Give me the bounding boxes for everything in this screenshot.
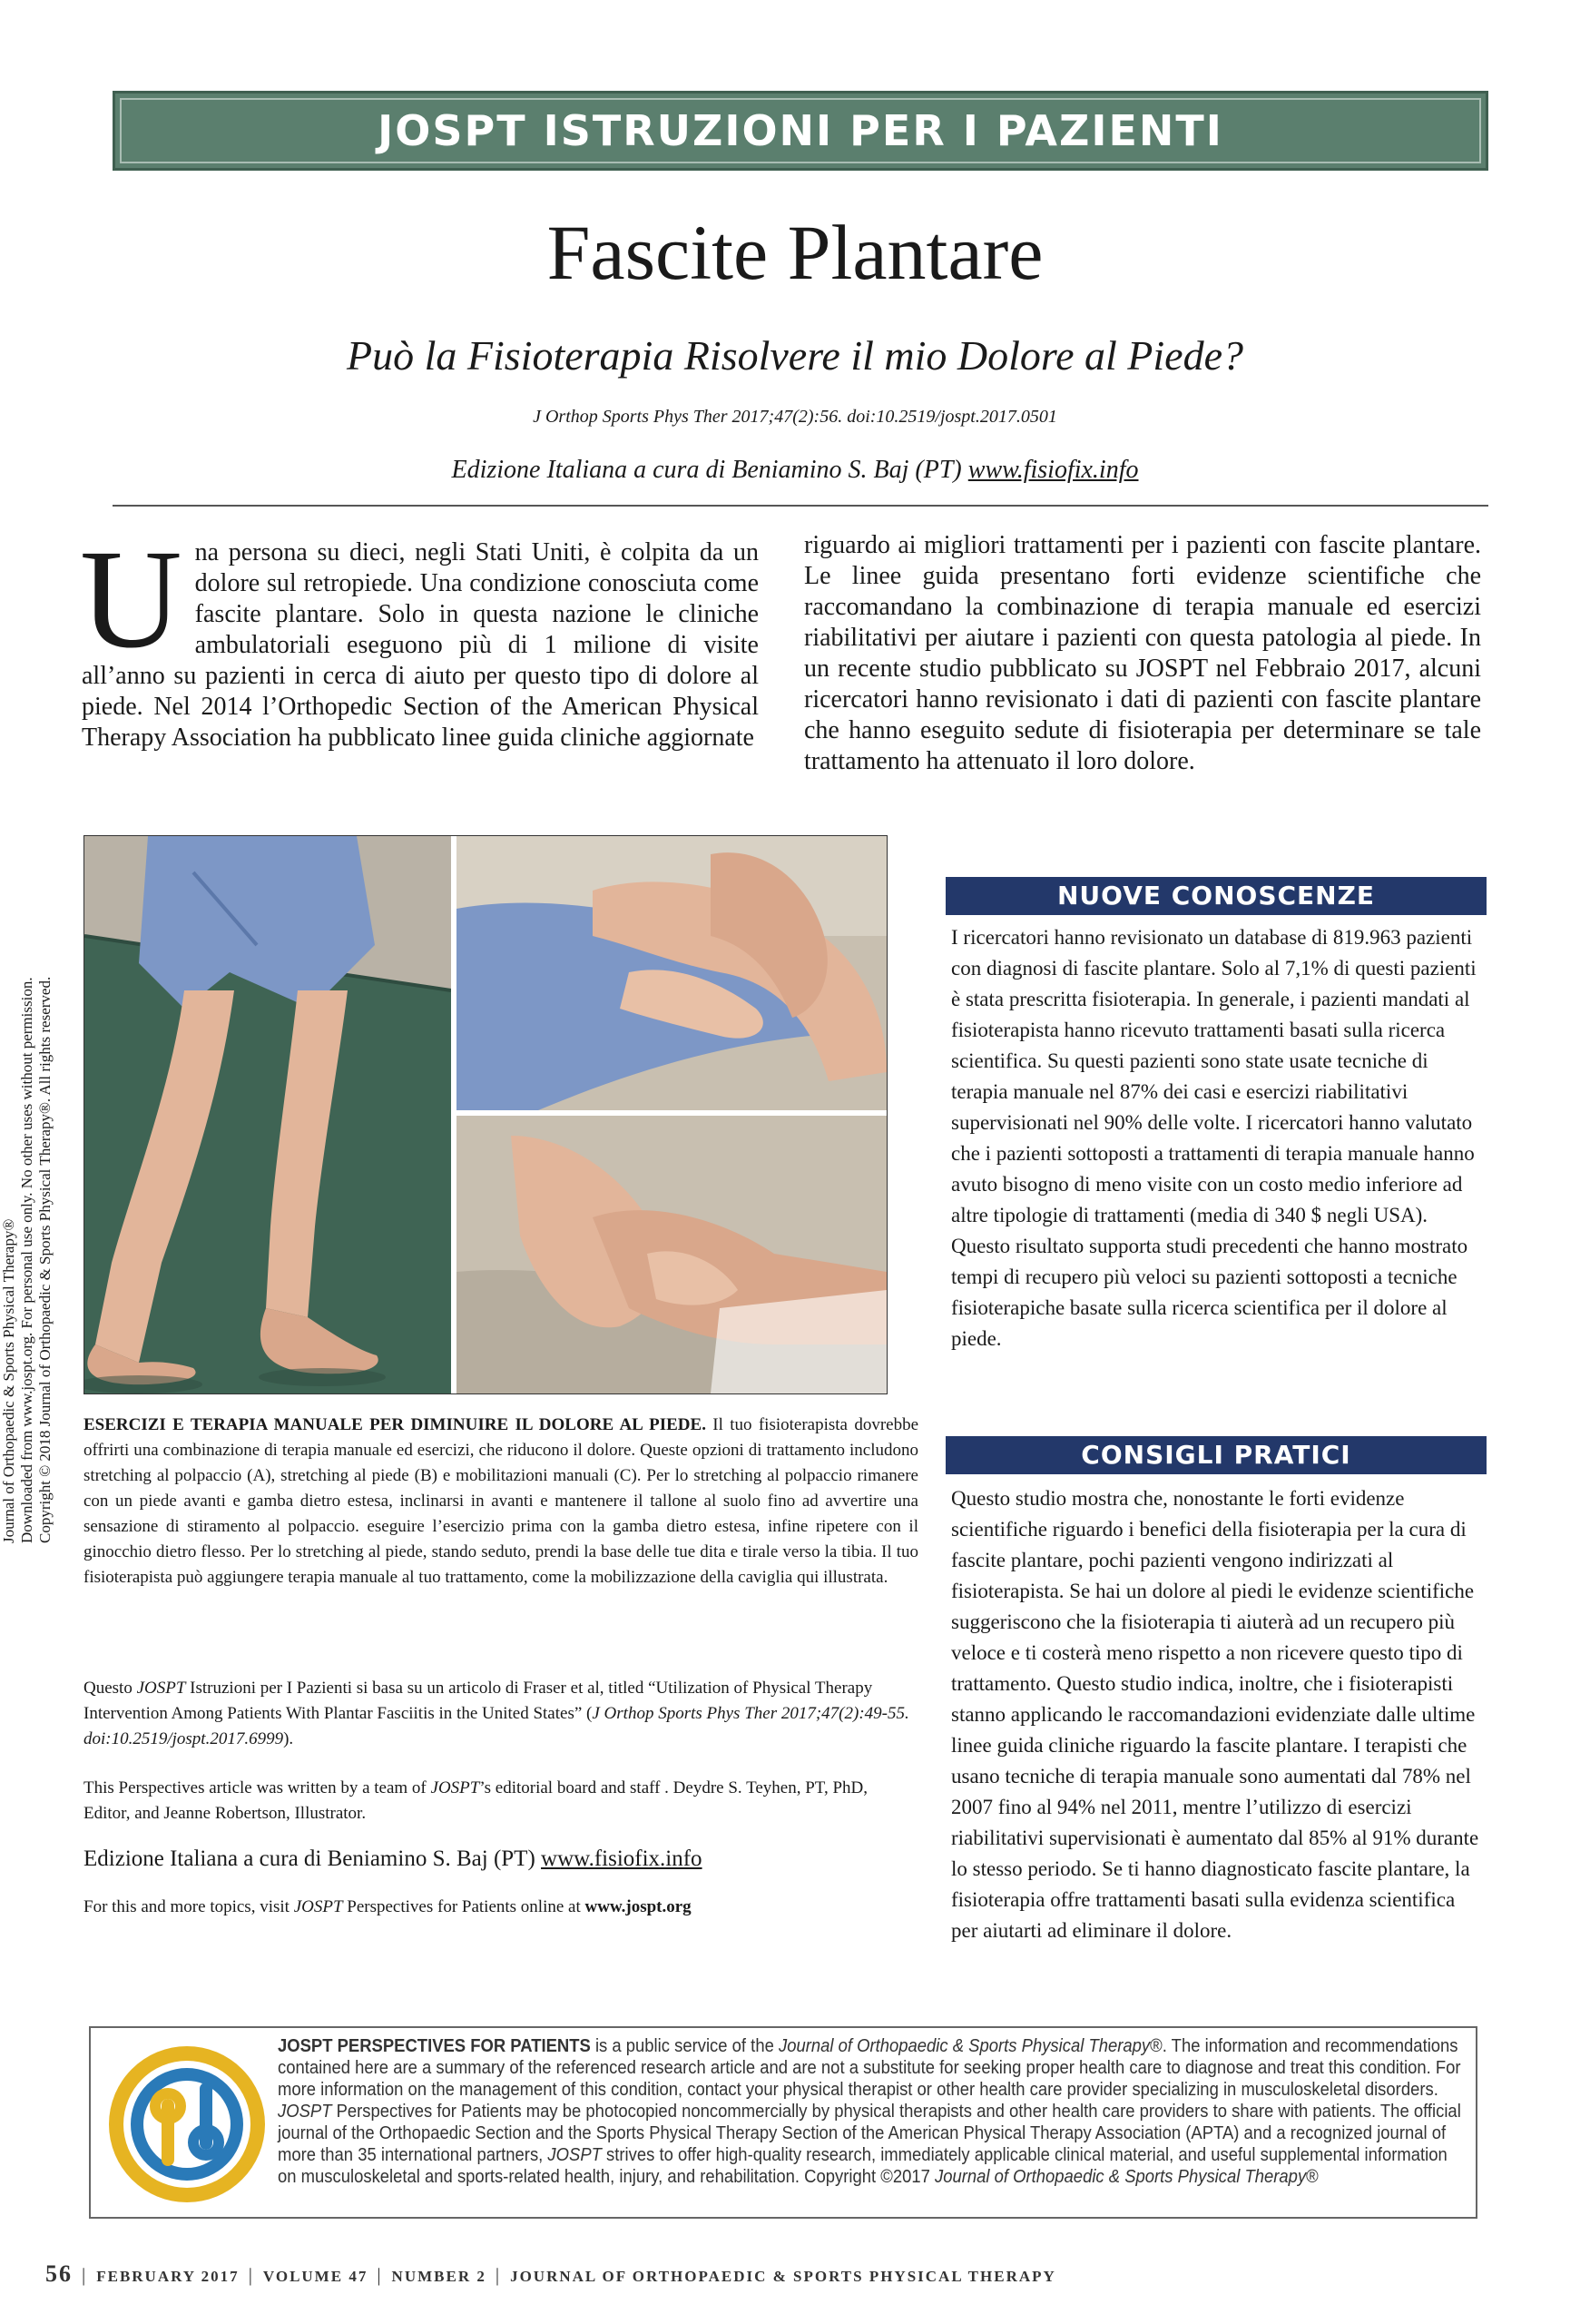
new-knowledge-body: I ricercatori hanno revisionato un database di 819.963 pazienti con diagnosi di fascite plantare. Solo al 7,1% di questi pazienti è stata prescritta fisioterapia. In generale, i pazienti mandati al fisioterapista hanno ricevuto trattamenti basati sulla ricerca scientifica. Su questi pazienti sono state usate tecniche di terapia manuale nel 87% dei casi e esercizi riabilitativi supervisionati nel 90% delle volte. I ricercatori hanno valutato che i pazienti sottoposti a trattamenti di terapia manuale hanno avuto bisogno di meno visite con un costo medio inferiore ad altre tipologie di trattamenti (media di 340 $ negli USA). Questo risultato supporta studi precedenti che hanno mostrato tempi di recupero più veloci su pazienti sottoposti a tecniche fisioterapiche basate sulla ricerca scientifica per il dolore al piede. xyxy=(951,926,1477,1350)
issue-number: NUMBER 2 xyxy=(391,2268,486,2285)
more-topics-note xyxy=(83,1897,918,1917)
jospt-website-link[interactable]: www.jospt.org xyxy=(584,1897,692,1916)
source-note-jospt: JOSPT xyxy=(136,1679,186,1698)
practical-advice-heading: CONSIGLI PRATICI xyxy=(946,1436,1487,1474)
edition-credit-bottom xyxy=(83,1846,918,1872)
perspectives-disclaimer xyxy=(278,2035,1470,2188)
disclaimer-journal: Journal of Orthopaedic & Sports Physical Therapy xyxy=(778,2035,1151,2056)
disclaimer-text: ® xyxy=(1306,2166,1319,2187)
authors-note xyxy=(83,1776,918,1827)
figure-caption-body: Il tuo fisioterapista dovrebbe offrirti una combinazione di terapia manuale ed esercizi, che riducono il dolore. Queste opzioni di trattamento includono stretching al polpaccio (A), stretching al piede (B) e mobilitazioni manuali (C). Per lo stretching al polpaccio rimanere con un piede avanti e gamba dietro estesa, inclinarsi in avanti e mantenere il tallone al suolo fino ad avvertire una sensazione di stiramento al polpaccio. eseguire l’esercizio prima con la gamba dietro estesa, infine ripetere con il ginocchio dietro flesso. Per lo stretching al piede, stando seduto, prendi la base delle tue dita e tirale verso la tibia. Il tuo fisioterapista può aggiungere terapia manuale al tuo trattamento, come la mobilizzazione della caviglia qui illustrata. xyxy=(83,1415,919,1587)
page-number: 56 xyxy=(45,2260,73,2287)
perspectives-footer-box xyxy=(89,2026,1477,2219)
new-knowledge-heading: NUOVE CONOSCENZE xyxy=(946,877,1487,915)
source-note-text: Istruzioni per I Pazienti si basa su un articolo di Fraser et al, titled “Utilization of Physical Therapy Intervention Among Patients With Plantar Fasciitis in the United States” ( xyxy=(83,1679,873,1723)
page-footer: 56 | FEBRUARY 2017 | VOLUME 47 | NUMBER 2 | JOURNAL OF ORTHOPAEDIC & SPORTS PHYSICAL THERAPY xyxy=(45,2260,1056,2287)
disclaimer-jospt: JOSPT xyxy=(547,2144,602,2165)
figure-caption xyxy=(83,1413,918,1590)
intro-column-right: riguardo ai migliori trattamenti per i pazienti con fascite plantare. Le linee guida presentano forti evidenze scientifiche che raccomandano la combinazione di terapia manuale ed esercizi riabilitativi per aiutare i pazienti con questa patologia al piede. In un recente studio pubblicato su JOSPT nel Febbraio 2017, alcuni ricercatori hanno revisionato i dati di pazienti con fascite plantare che hanno eseguito sedute di fisioterapia per determinare se tale trattamento ha attenuato il loro dolore. xyxy=(804,531,1481,775)
citation: J Orthop Sports Phys Ther 2017;47(2):56. doi:10.2519/jospt.2017.0501 xyxy=(533,407,1057,427)
edition-credit-top xyxy=(0,456,1590,485)
source-article-note xyxy=(83,1676,918,1752)
edition-credit-text: Edizione Italiana a cura di Beniamino S. Baj (PT) xyxy=(451,456,968,484)
disclaimer-text: ®. The information and recommendations contained here are a summary of the referenced research article and are not a substitute for seeking proper health care to diagnose and treat this condition. For more information on the management of this condition, contact your physical therapist or other health care provider specializing in musculoskeletal disorders. xyxy=(278,2035,1461,2100)
disclaimer-text: strives to offer high-quality research, immediately applicable clinical material, and useful supplemental information on musculoskeletal and sports-related health, injury, and rehabilitation. Copyright ©2017 xyxy=(278,2144,1448,2187)
title-divider xyxy=(113,505,1488,507)
edition-credit-text: Edizione Italiana a cura di Beniamino S. Baj (PT) xyxy=(83,1846,542,1871)
header-banner xyxy=(113,91,1488,171)
jospt-logo-icon xyxy=(105,2043,269,2206)
manual-mobilization-panel xyxy=(456,1116,887,1393)
calf-stretch-panel xyxy=(84,836,451,1393)
disclaimer-lead: JOSPT PERSPECTIVES FOR PATIENTS xyxy=(278,2035,591,2056)
figure-caption-heading: ESERCIZI E TERAPIA MANUALE PER DIMINUIRE IL DOLORE AL PIEDE. xyxy=(83,1415,706,1434)
practical-advice-body: Questo studio mostra che, nonostante le forti evidenze scientifiche riguardo i benefici della fisioterapia per la cura di fascite plantare, pochi pazienti vengono indirizzati al fisioterapista. Se hai un dolore al piedi le evidenze scientifiche suggeriscono che la fisioterapia ti aiuterà ad un recupero più veloce e ti costerà meno rispetto a non ricevere questo tipo di trattamento. Questo studio indica, inoltre, che i fisioterapisti stanno applicando le raccomandazioni evidenziate dalle ultime linee guida cliniche riguardo la fascite plantare. I terapisti che usano tecniche di terapia manuale sono aumentati dal 78% nel 2007 fino al 94% nel 2011, mentre l’utilizzo di esercizi riabilitativi supervisionati è aumentato dal 85% al 91% durante lo stesso periodo. Se ti hanno diagnosticato fascite plantare, la fisioterapia offre trattamenti basati sulla evidenza scientifica per aiutarti ad eliminare il dolore. xyxy=(951,1487,1479,1942)
drop-cap: U xyxy=(80,520,182,677)
source-note-reference: J Orthop Sports Phys Ther 2017;47(2):49-55. doi:10.2519/jospt.2017.6999 xyxy=(83,1704,909,1748)
vertical-copyright xyxy=(0,844,54,1543)
fisiofix-link[interactable]: www.fisiofix.info xyxy=(967,456,1139,484)
more-topics-text: For this and more topics, visit xyxy=(83,1897,294,1916)
authors-text: This Perspectives article was written by a team of xyxy=(83,1778,431,1797)
authors-jospt: JOSPT xyxy=(430,1778,480,1797)
banner-text: JOSPT ISTRUZIONI PER I PAZIENTI xyxy=(378,106,1223,155)
disclaimer-text: Perspectives for Patients may be photocopied noncommercially by physical therapists and other health care providers to share with patients. The official journal of the Orthopaedic Section and the Sports Physical Therapy Section of the American Physical Therapy Association (APTA) and a recognized journal of more than 35 international partners, xyxy=(278,2101,1461,2165)
copyright-line: Journal of Orthopaedic & Sports Physical Therapy® xyxy=(0,1218,17,1543)
fisiofix-link-bottom[interactable]: www.fisiofix.info xyxy=(541,1846,702,1871)
journal-name: JOURNAL OF ORTHOPAEDIC & SPORTS PHYSICAL THERAPY xyxy=(510,2268,1056,2285)
authors-text: ’s editorial board and staff . Deydre S. Teyhen, PT, PhD, Editor, and Jeanne Robertson, Illustrator. xyxy=(83,1778,869,1823)
copyright-line: Downloaded from www.jospt.org. For personal use only. No other uses without permission. xyxy=(18,977,35,1543)
source-note-text: Questo xyxy=(83,1679,137,1698)
source-note-text: ). xyxy=(283,1729,294,1748)
page-title: Fascite Plantare xyxy=(546,209,1044,296)
issue-month: FEBRUARY 2017 xyxy=(96,2268,240,2285)
issue-volume: VOLUME 47 xyxy=(262,2268,368,2285)
foot-stretch-panel xyxy=(456,836,887,1110)
intro-column-left xyxy=(80,520,759,753)
copyright-line: Copyright © 2018 Journal of Orthopaedic & Sports Physical Therapy®. All rights reserved. xyxy=(36,976,54,1543)
disclaimer-text: is a public service of the xyxy=(590,2035,779,2056)
disclaimer-jospt: JOSPT xyxy=(278,2101,332,2122)
stretching-illustration xyxy=(84,836,887,1393)
more-topics-jospt: JOSPT xyxy=(293,1897,343,1916)
page-subtitle: Può la Fisioterapia Risolvere il mio Dolore al Piede? xyxy=(347,332,1243,379)
intro-text-left: na persona su dieci, negli Stati Uniti, è colpita da un dolore sul retropiede. Una condizione conosciuta come fascite plantare. Solo in questa nazione le cliniche ambulatoriali eseguono più di 1 milione di visite all’anno su pazienti in cerca di aiuto per questo tipo di dolore al piede. Nel 2014 l’Orthopedic Section of the American Physical Therapy Association ha pubblicato linee guida cliniche aggiornate xyxy=(82,538,759,752)
disclaimer-journal: Journal of Orthopaedic & Sports Physical Therapy xyxy=(934,2166,1307,2187)
more-topics-text: Perspectives for Patients online at xyxy=(342,1897,585,1916)
illustration-figure xyxy=(83,835,888,1394)
